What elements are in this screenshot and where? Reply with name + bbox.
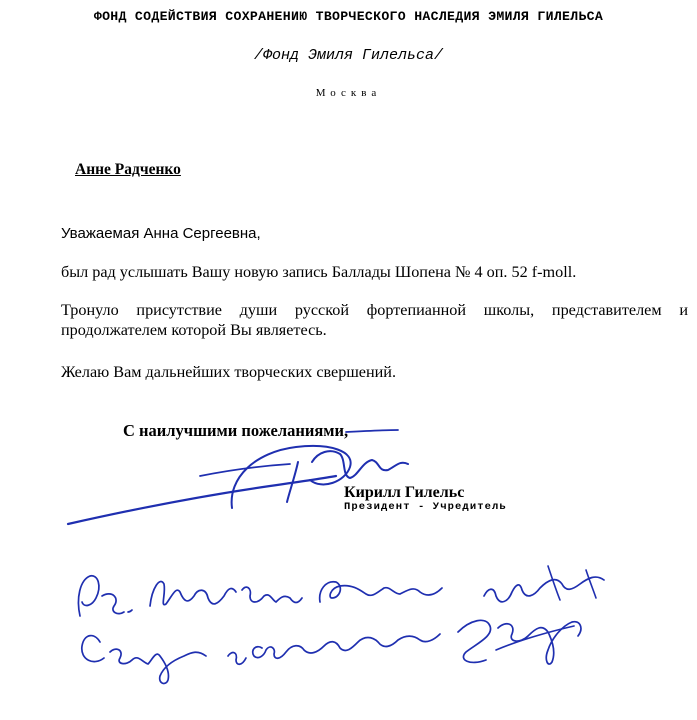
signer-name: Кирилл Гилельс bbox=[344, 484, 465, 501]
paragraph-1: был рад услышать Вашу новую запись Баллады Шопена № 4 оп. 52 f-moll. bbox=[61, 263, 577, 281]
paragraph-3: Желаю Вам дальнейших творческих свершений. bbox=[61, 363, 397, 381]
addressee: Анне Радченко bbox=[75, 161, 181, 178]
signer-title: Президент - Учредитель bbox=[344, 501, 507, 513]
closing: С наилучшими пожеланиями, bbox=[123, 421, 349, 440]
city: Москва bbox=[315, 87, 382, 99]
greeting: Уважаемая Анна Сергеевна, bbox=[61, 225, 261, 242]
organization-name: ФОНД СОДЕЙСТВИЯ СОХРАНЕНИЮ ТВОРЧЕСКОГО НАСЛЕДИЯ ЭМИЛЯ ГИЛЕЛЬСА bbox=[93, 9, 604, 24]
organization-short-name: /Фонд Эмиля Гилельса/ bbox=[253, 47, 444, 64]
handwritten-postscript bbox=[78, 566, 604, 683]
paragraph-2: Тронуло присутствие души русской фортепианной школы, представителем и продолжателем которой Вы являетесь. bbox=[61, 301, 688, 339]
